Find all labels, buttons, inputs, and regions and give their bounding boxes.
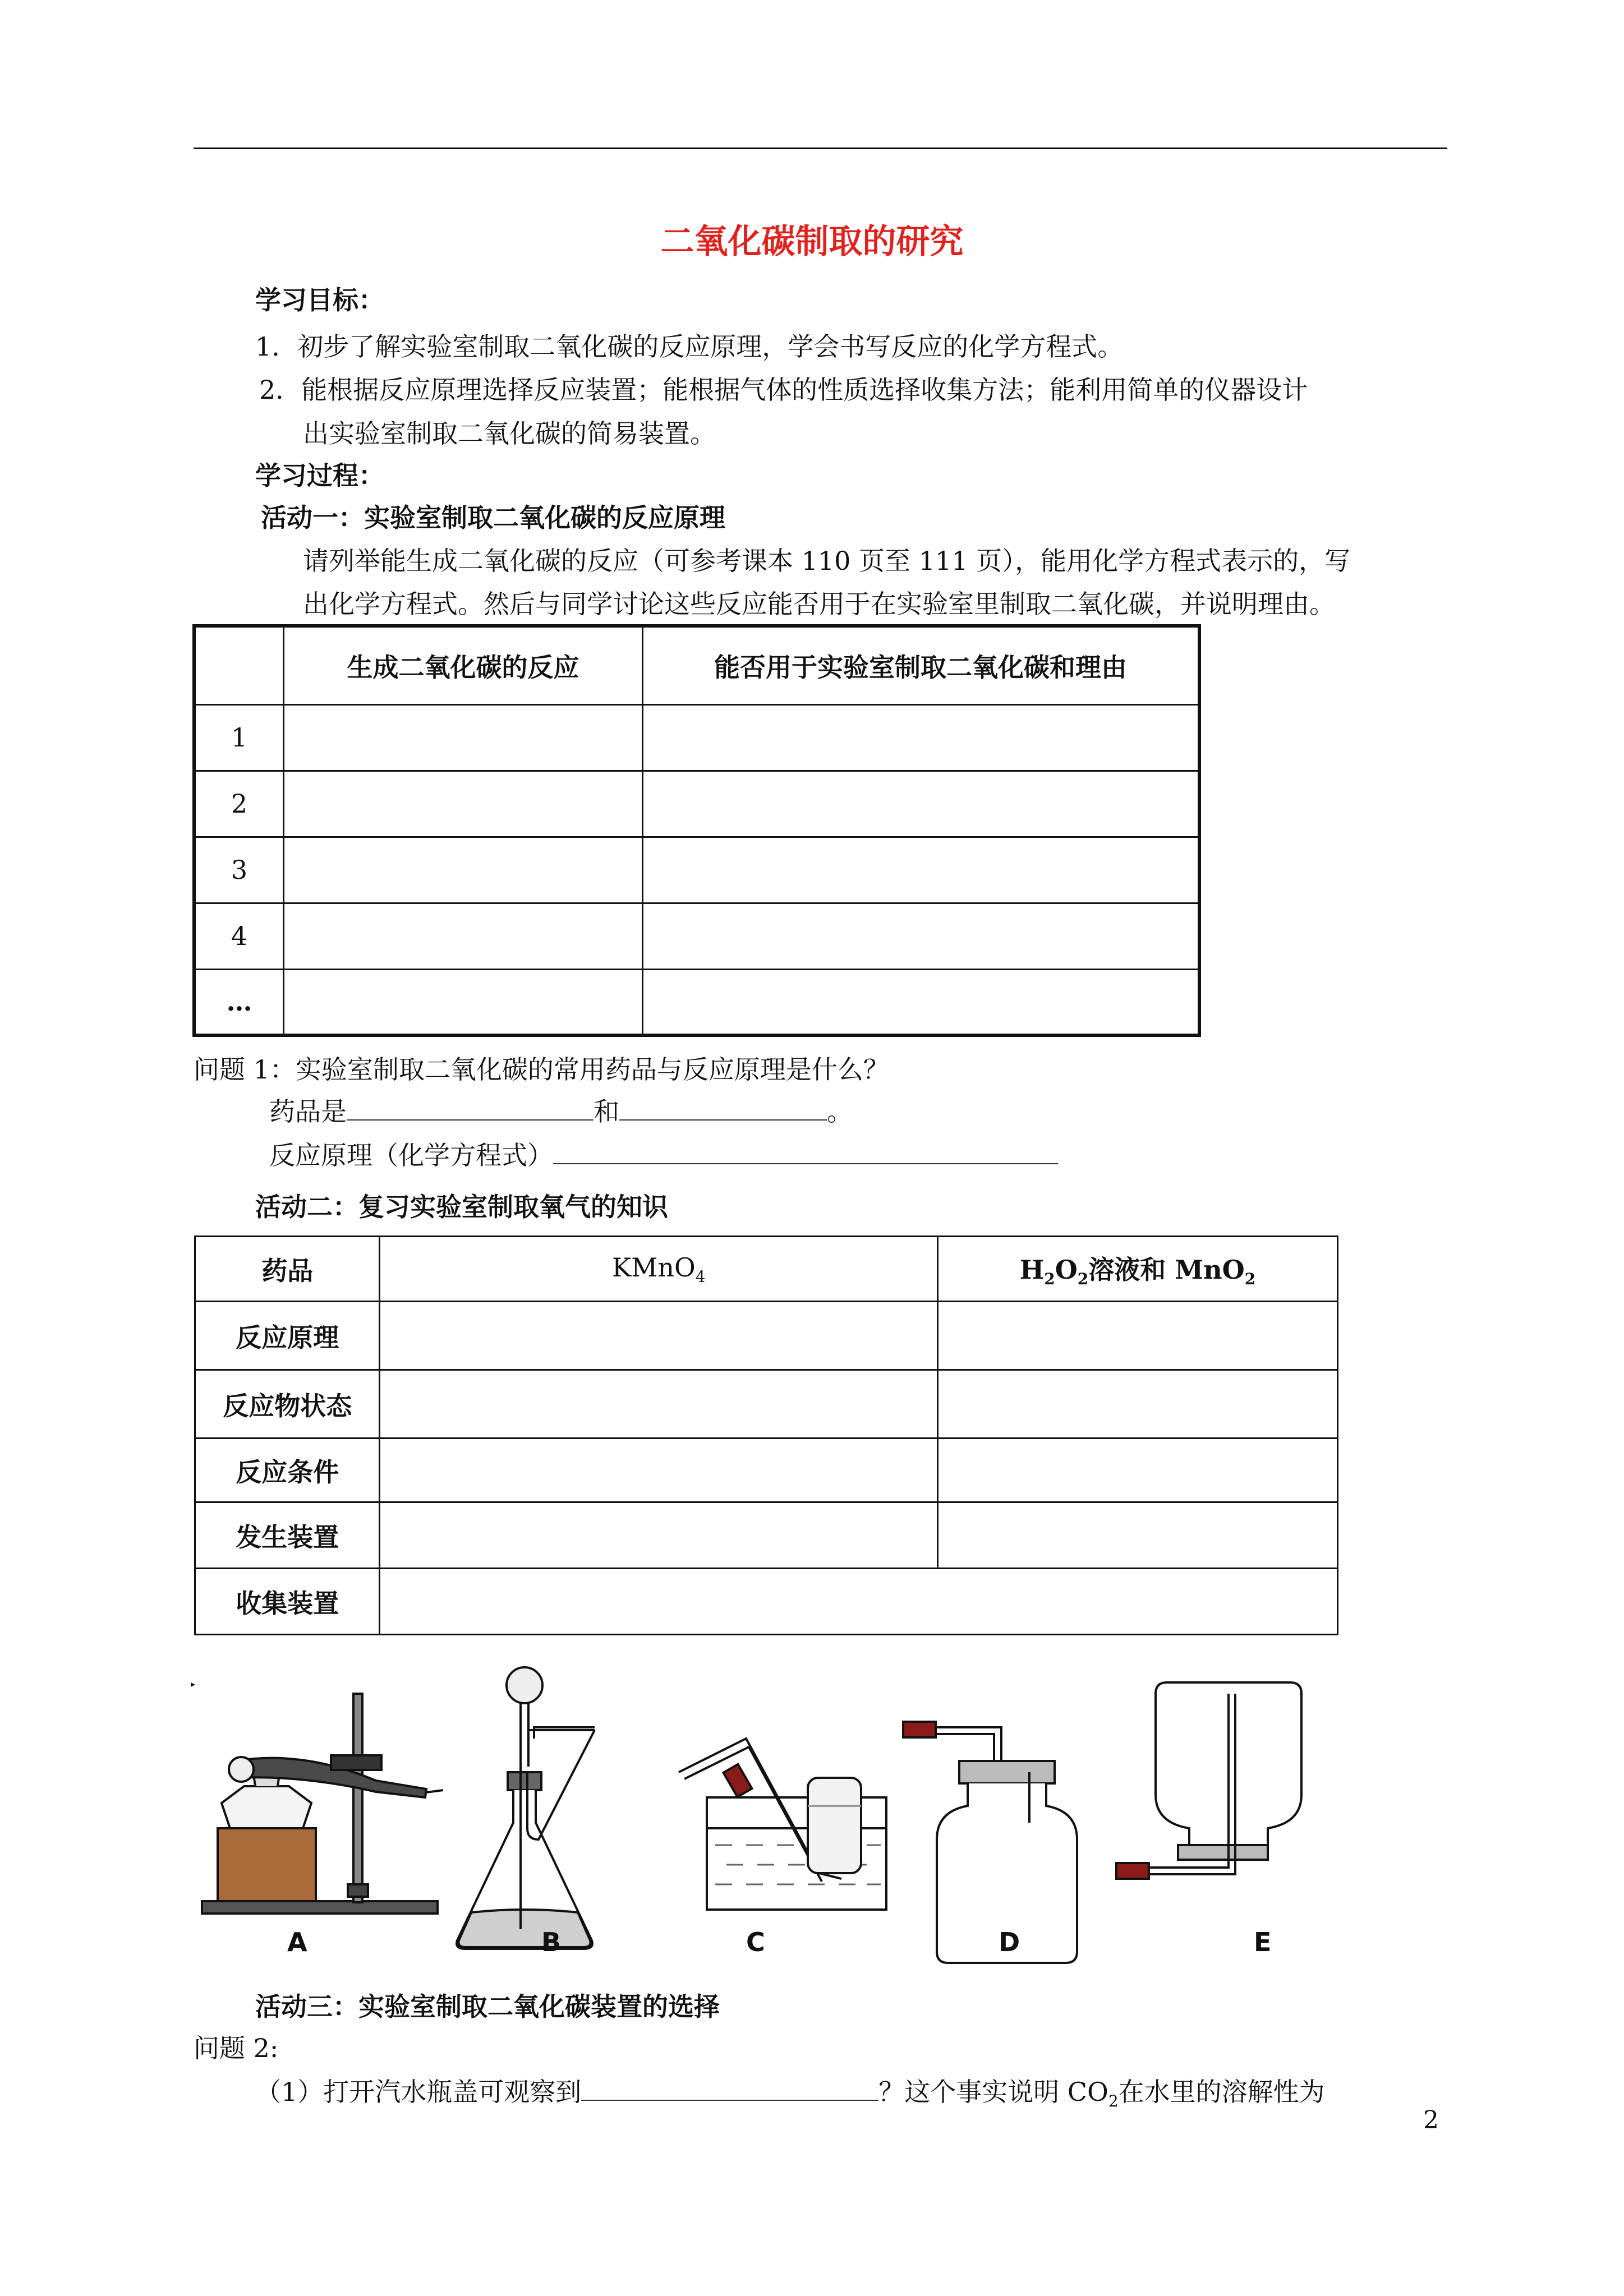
objective-item-2-line-1: 2．能根据反应原理选择反应装置；能根据气体的性质选择收集方法；能利用简单的仪器设计 [259,375,1308,405]
table-cell[interactable] [642,771,1199,837]
table-cell[interactable] [642,903,1199,969]
table-cell[interactable] [284,704,643,771]
row-label: 反应条件 [195,1439,380,1502]
table-row [194,704,1199,771]
q2-mid: ？这个事实说明 CO [878,2077,1108,2107]
page-number: 2 [1423,2106,1439,2134]
q2-end: 在水里的溶解性为 [1118,2077,1325,2107]
table-cell[interactable] [284,903,643,969]
principle-blank[interactable] [553,1138,1058,1164]
table-header-h2o2 [938,1237,1338,1302]
question2-line-1 [255,2075,1325,2118]
table-row [195,1439,1338,1502]
table-cell[interactable] [284,969,643,1035]
figure-label-e: E [1254,1927,1272,1957]
activity1-heading: 活动一：实验室制取二氧化碳的反应原理 [261,502,725,533]
row-number: 3 [194,837,284,903]
drug-blank-2[interactable] [619,1095,827,1121]
formula-subscript: 4 [695,1267,706,1286]
row-number: 1 [194,704,284,771]
table-cell[interactable] [938,1502,1338,1569]
table-row [194,903,1199,969]
table-cell [194,626,284,704]
process-heading: 学习过程： [255,460,384,491]
figure-label-c: C [746,1927,765,1957]
table-cell[interactable] [380,1502,938,1569]
row-number: 2 [194,771,284,837]
table-cell[interactable] [284,771,643,837]
table-header-kmno4 [380,1237,938,1302]
drug-blank-1[interactable] [347,1095,594,1121]
figure-label-d: D [999,1927,1020,1957]
table-row [195,1569,1338,1635]
table-cell[interactable] [380,1439,938,1502]
activity2-heading: 活动二：复习实验室制取氧气的知识 [255,1192,668,1222]
figure-label-a: A [287,1927,307,1957]
table-header-row [194,626,1199,704]
page-title: 二氧化碳制取的研究 [660,222,964,261]
row-label: 反应物状态 [195,1370,380,1439]
table-cell[interactable] [380,1370,938,1439]
table-row [194,837,1199,903]
row-number: 4 [194,903,284,969]
drug-prefix: 药品是 [269,1096,347,1127]
table-header-reactions: 生成二氧化碳的反应 [284,626,643,704]
q2-subscript: 2 [1108,2092,1119,2110]
table-cell[interactable] [642,704,1199,771]
figure-label-b: B [541,1927,562,1957]
activity3-heading: 活动三：实验室制取二氧化碳装置的选择 [255,1991,720,2022]
co2-reactions-table [192,624,1201,1037]
formula-subscript: 2 [1077,1270,1089,1288]
activity1-text-line-1: 请列举能生成二氧化碳的反应（可参考课本 110 页至 111 页），能用化学方程式表示的，写 [303,546,1351,576]
apparatus-e [1116,1682,1301,1879]
table-cell[interactable] [938,1302,1338,1370]
question1-text: 问题 1：实验室制取二氧化碳的常用药品与反应原理是什么？ [194,1054,889,1085]
table-cell[interactable] [380,1302,938,1370]
formula-text: 溶液和 MnO [1088,1255,1245,1285]
drug-end: 。 [827,1096,853,1127]
formula-text: KMnO [611,1252,696,1283]
table-row [194,771,1199,837]
objective-item-2-line-2: 出实验室制取二氧化碳的简易装置。 [303,418,716,449]
table-cell[interactable] [380,1569,1338,1635]
objectives-heading: 学习目标： [255,285,384,315]
formula-subscript: 2 [1044,1270,1055,1288]
table-cell[interactable] [284,837,643,903]
question1-principle-line [269,1138,1058,1172]
row-label: 发生装置 [195,1502,380,1569]
question2-heading: 问题 2: [194,2033,279,2063]
table-cell[interactable] [642,969,1199,1035]
row-label: 反应原理 [195,1302,380,1370]
table-header-label: 药品 [195,1237,380,1302]
question1-drug-line [269,1095,853,1128]
objective-item-1: 1．初步了解实验室制取二氧化碳的反应原理，学会书写反应的化学方程式。 [255,331,1124,362]
drug-and: 和 [594,1096,619,1127]
table-row [195,1370,1338,1439]
table-cell[interactable] [938,1439,1338,1502]
table-row [194,969,1199,1035]
row-number: … [194,969,284,1035]
oxygen-review-table [194,1235,1338,1635]
apparatus-c [679,1739,886,1910]
apparatus-d [903,1722,1077,1963]
formula-text: O [1055,1255,1078,1285]
activity1-text-line-2: 出化学方程式。然后与同学讨论这些反应能否用于在实验室里制取二氧化碳，并说明理由。 [303,589,1335,619]
apparatus-b [457,1667,595,1949]
table-header-usability: 能否用于实验室制取二氧化碳和理由 [642,626,1199,704]
observation-blank[interactable] [581,2075,878,2101]
apparatus-figure [191,1660,1352,1974]
header-rule [194,147,1447,149]
table-cell[interactable] [642,837,1199,903]
q2-prefix: （1）打开汽水瓶盖可观察到 [255,2077,582,2107]
principle-prefix: 反应原理（化学方程式） [269,1140,553,1170]
table-header-row [195,1237,1338,1302]
formula-text: H [1019,1255,1045,1285]
apparatus-a [202,1694,443,1914]
table-row [195,1302,1338,1370]
table-cell[interactable] [938,1370,1338,1439]
row-label: 收集装置 [195,1569,380,1635]
formula-subscript: 2 [1244,1270,1256,1288]
table-row [195,1502,1338,1569]
